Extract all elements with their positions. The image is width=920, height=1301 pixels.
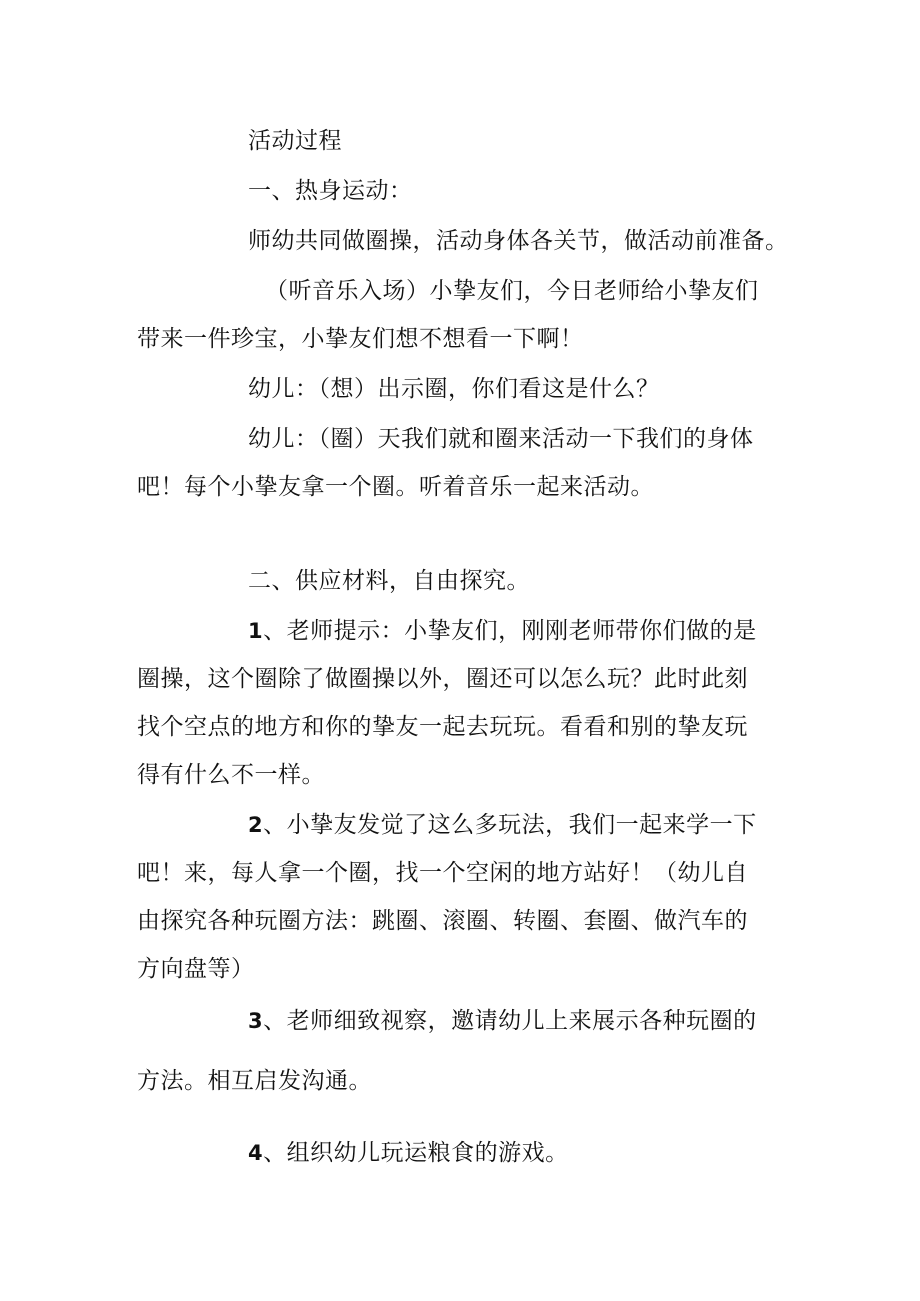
paragraph-2-line-1-text: （听音乐入场）小挚友们，今日老师给小挚友们 [265, 278, 759, 304]
item-1-number: 1 [248, 619, 264, 643]
paragraph-4-line-2-text: 吧！每个小挚友拿一个圈。听着音乐一起来活动。 [137, 474, 654, 500]
item-2-line-2-text: 吧！来，每人拿一个圈，找一个空闲的地方站好！（幼儿自 [137, 860, 748, 886]
item-3-line-2-text: 方法。相互启发沟通。 [137, 1068, 372, 1094]
paragraph-4-line-1-text: 幼儿：（圈）天我们就和圈来活动一下我们的身体 [248, 426, 754, 452]
item-4-line-1-text: 、组织幼儿玩运粮食的游戏。 [263, 1140, 569, 1166]
paragraph-3-text: 幼儿：（想）出示圈，你们看这是什么？ [248, 376, 660, 402]
paragraph-4-line-2 [137, 472, 654, 502]
item-4-line-1 [248, 1138, 569, 1168]
section-1-title [248, 176, 413, 206]
item-3-line-2 [137, 1066, 372, 1096]
item-3-line-1-text: 、老师细致视察，邀请幼儿上来展示各种玩圈的 [263, 1008, 757, 1034]
heading-text: 活动过程 [248, 128, 342, 154]
item-1-line-3-text: 找个空点的地方和你的挚友一起去玩玩。看看和别的挚友玩 [137, 714, 748, 740]
item-2-line-3-text: 由探究各种玩圈方法：跳圈、滚圈、转圈、套圈、做汽车的 [137, 908, 748, 934]
paragraph-1-text: 师幼共同做圈操，活动身体各关节，做活动前准备。 [248, 228, 789, 254]
item-2-line-1 [248, 810, 757, 840]
item-3-line-1 [248, 1006, 757, 1036]
item-1-line-2 [137, 664, 748, 694]
paragraph-2-line-2-text: 带来一件珍宝，小挚友们想不想看一下啊！ [137, 326, 584, 352]
item-2-number: 2 [248, 813, 264, 837]
section-1-title-text: 一、热身运动： [248, 178, 413, 204]
item-1-line-2-text: 圈操，这个圈除了做圈操以外，圈还可以怎么玩？此时此刻 [137, 666, 748, 692]
paragraph-2-line-2 [137, 324, 584, 354]
item-1-line-4 [137, 760, 325, 790]
item-4-number: 4 [248, 1141, 264, 1165]
paragraph-1 [248, 226, 789, 256]
item-2-line-3 [137, 906, 748, 936]
paragraph-2-line-1 [265, 276, 759, 306]
item-1-line-3 [137, 712, 748, 742]
item-2-line-4-text: 方向盘等） [137, 956, 255, 982]
paragraph-3 [248, 374, 660, 404]
section-heading [248, 126, 342, 156]
paragraph-4-line-1 [248, 424, 754, 454]
item-1-line-1-text: 、老师提示：小挚友们，刚刚老师带你们做的是 [263, 618, 757, 644]
item-2-line-2 [137, 858, 748, 888]
item-1-line-1 [248, 616, 757, 646]
item-3-number: 3 [248, 1009, 264, 1033]
item-1-line-4-text: 得有什么不一样。 [137, 762, 325, 788]
item-2-line-1-text: 、小挚友发觉了这么多玩法，我们一起来学一下 [263, 812, 757, 838]
section-2-title-text: 二、供应材料，自由探究。 [248, 568, 530, 594]
item-2-line-4 [137, 954, 255, 984]
section-2-title [248, 566, 530, 596]
